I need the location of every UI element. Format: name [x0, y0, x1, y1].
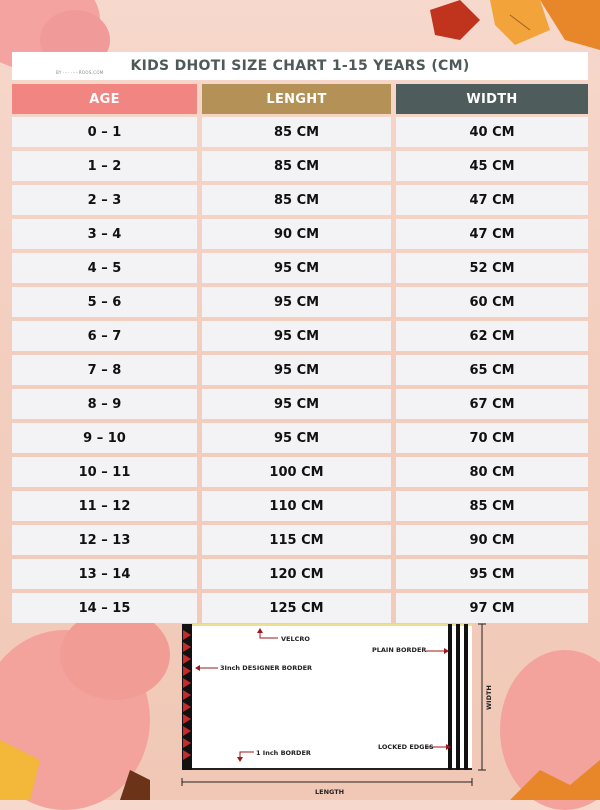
velcro-label: VELCRO — [281, 635, 310, 643]
cell-age: 2 – 3 — [12, 185, 197, 215]
cell-age: 0 – 1 — [12, 117, 197, 147]
cell-width: 70 CM — [396, 423, 588, 453]
cell-width: 67 CM — [396, 389, 588, 419]
cell-width: 80 CM — [396, 457, 588, 487]
cell-age: 13 – 14 — [12, 559, 197, 589]
cell-age: 7 – 8 — [12, 355, 197, 385]
cell-width: 60 CM — [396, 287, 588, 317]
table-row — [12, 151, 588, 181]
table-body — [12, 117, 588, 623]
cell-length: 95 CM — [202, 355, 391, 385]
cell-age: 14 – 15 — [12, 593, 197, 623]
plain-border-label: PLAIN BORDER — [372, 646, 427, 654]
table-row — [12, 117, 588, 147]
cell-width: 45 CM — [396, 151, 588, 181]
table-row — [12, 423, 588, 453]
one-inch-border-label: 1 Inch BORDER — [256, 749, 311, 757]
header-age: AGE — [12, 84, 197, 114]
cell-age: 6 – 7 — [12, 321, 197, 351]
cell-width: 47 CM — [396, 219, 588, 249]
table-row — [12, 525, 588, 555]
length-dimension — [182, 778, 472, 786]
cell-width: 90 CM — [396, 525, 588, 555]
length-label: LENGTH — [315, 788, 345, 796]
table-row — [12, 491, 588, 521]
cell-length: 95 CM — [202, 321, 391, 351]
plain-border-stripe — [464, 624, 468, 770]
cell-length: 125 CM — [202, 593, 391, 623]
header-length: LENGHT — [202, 84, 391, 114]
table-row — [12, 287, 588, 317]
cell-width: 47 CM — [396, 185, 588, 215]
cell-age: 5 – 6 — [12, 287, 197, 317]
header-width: WIDTH — [396, 84, 588, 114]
cell-length: 95 CM — [202, 287, 391, 317]
width-label: WIDTH — [485, 685, 493, 710]
cell-width: 85 CM — [396, 491, 588, 521]
cell-age: 12 – 13 — [12, 525, 197, 555]
table-row — [12, 559, 588, 589]
table-row — [12, 355, 588, 385]
cell-length: 95 CM — [202, 253, 391, 283]
table-row — [12, 219, 588, 249]
plain-border-stripe — [456, 624, 460, 770]
brand-logo-text: BY ···· ·····ROOS.COM — [56, 70, 104, 75]
cell-age: 10 – 11 — [12, 457, 197, 487]
cell-length: 115 CM — [202, 525, 391, 555]
cell-width: 52 CM — [396, 253, 588, 283]
title-bar — [12, 52, 588, 80]
designer-border-label: 3Inch DESIGNER BORDER — [220, 664, 313, 672]
cell-length: 95 CM — [202, 389, 391, 419]
chart-title: KIDS DHOTI SIZE CHART 1-15 YEARS (CM) — [130, 58, 470, 74]
cell-length: 90 CM — [202, 219, 391, 249]
table-row — [12, 185, 588, 215]
cell-age: 3 – 4 — [12, 219, 197, 249]
cell-length: 120 CM — [202, 559, 391, 589]
cell-age: 8 – 9 — [12, 389, 197, 419]
cell-length: 95 CM — [202, 423, 391, 453]
cell-width: 97 CM — [396, 593, 588, 623]
table-row — [12, 593, 588, 623]
cell-width: 95 CM — [396, 559, 588, 589]
table-header — [12, 84, 588, 114]
table-row — [12, 321, 588, 351]
autumn-leaf-bottom-left — [0, 700, 150, 800]
cell-age: 1 – 2 — [12, 151, 197, 181]
dhoti-diagram — [150, 620, 510, 800]
table-row — [12, 253, 588, 283]
locked-edges-label: LOCKED EDGES — [378, 743, 434, 751]
cell-length: 85 CM — [202, 117, 391, 147]
autumn-leaves-decoration — [400, 0, 600, 60]
size-chart-sheet — [12, 52, 588, 627]
cell-age: 11 – 12 — [12, 491, 197, 521]
cell-width: 62 CM — [396, 321, 588, 351]
table-row — [12, 457, 588, 487]
cell-length: 110 CM — [202, 491, 391, 521]
cell-length: 85 CM — [202, 151, 391, 181]
cell-width: 40 CM — [396, 117, 588, 147]
cell-width: 65 CM — [396, 355, 588, 385]
cell-length: 85 CM — [202, 185, 391, 215]
autumn-leaf-bottom-right — [510, 760, 600, 800]
cell-age: 9 – 10 — [12, 423, 197, 453]
cell-length: 100 CM — [202, 457, 391, 487]
cell-age: 4 – 5 — [12, 253, 197, 283]
table-row — [12, 389, 588, 419]
